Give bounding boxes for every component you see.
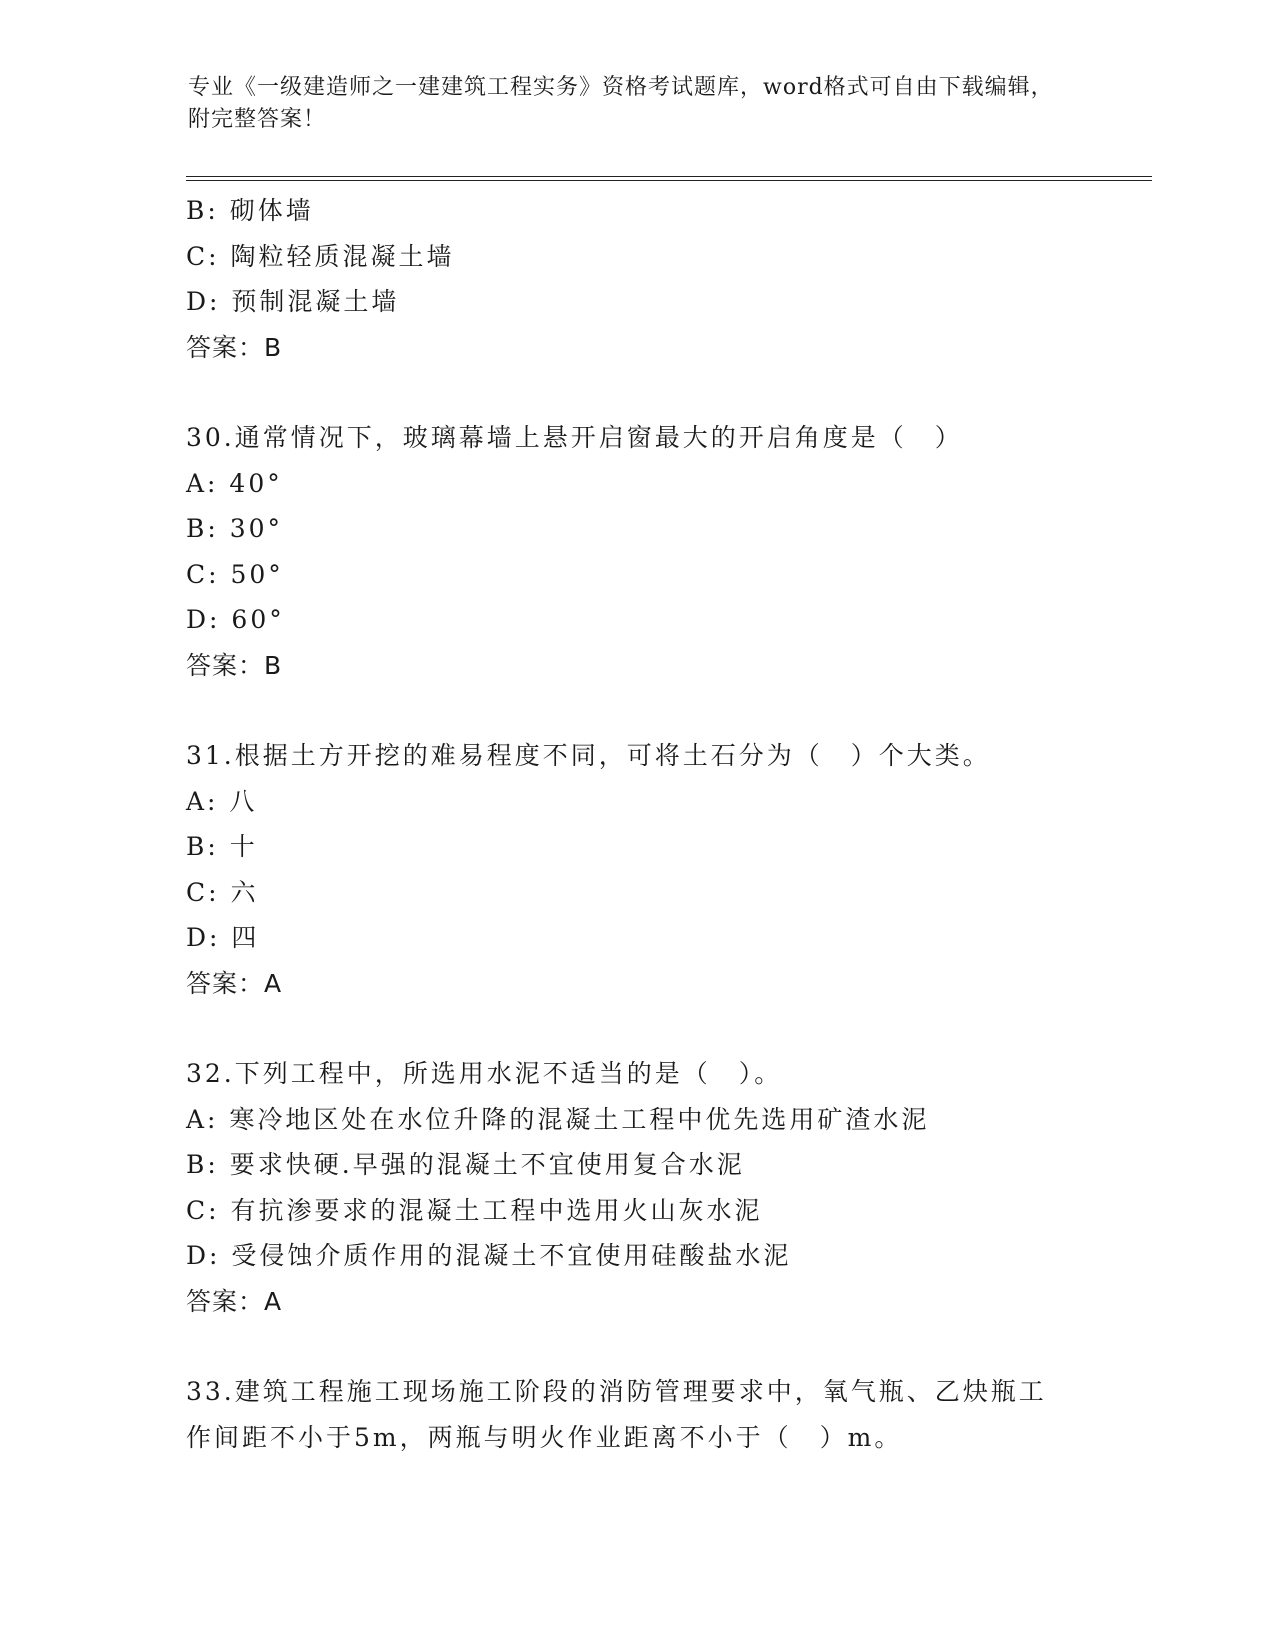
question-29 (186, 188, 1126, 370)
option-c: C: 50° (186, 559, 284, 589)
question-31 (186, 733, 1126, 1006)
question-list (186, 188, 1126, 1460)
question-stem-line-1: 33.建筑工程施工现场施工阶段的消防管理要求中，氧气瓶、乙炔瓶工 (186, 1377, 1047, 1406)
option-a: A: 寒冷地区处在水位升降的混凝土工程中优先选用矿渣水泥 (186, 1104, 930, 1134)
option-b: B: 砌体墙 (186, 196, 314, 225)
option-d: D: 受侵蚀介质作用的混凝土不宜使用硅酸盐水泥 (186, 1241, 792, 1270)
option-c: C: 有抗渗要求的混凝土工程中选用火山灰水泥 (186, 1195, 763, 1225)
question-stem-line-2: 作间距不小于5m，两瓶与明火作业距离不小于（ ）m。 (186, 1422, 903, 1452)
option-c: C: 陶粒轻质混凝土墙 (186, 241, 455, 271)
header-divider (186, 176, 1152, 181)
answer: 答案：A (186, 1286, 283, 1316)
option-d: D: 预制混凝土墙 (186, 287, 400, 316)
question-30 (186, 415, 1126, 688)
answer: 答案：A (186, 968, 283, 998)
question-stem: 30.通常情况下，玻璃幕墙上悬开启窗最大的开启角度是（ ） (186, 423, 963, 452)
option-c: C: 六 (186, 877, 259, 907)
option-a: A: 八 (186, 786, 258, 816)
option-d: D: 四 (186, 923, 260, 952)
option-a: A: 40° (186, 468, 283, 498)
question-32 (186, 1051, 1126, 1324)
option-b: B: 十 (186, 832, 258, 861)
question-33 (186, 1369, 1126, 1460)
question-stem: 31.根据土方开挖的难易程度不同，可将土石分为（ ）个大类。 (186, 741, 991, 770)
option-d: D: 60° (186, 605, 285, 634)
question-stem: 32.下列工程中，所选用水泥不适当的是（ ）。 (186, 1059, 783, 1088)
answer: 答案：B (186, 332, 283, 362)
option-b: B: 要求快硬.早强的混凝土不宜使用复合水泥 (186, 1150, 745, 1179)
answer: 答案：B (186, 650, 283, 680)
option-b: B: 30° (186, 514, 284, 543)
document-header: 专业《一级建造师之一建建筑工程实务》资格考试题库，word格式可自由下载编辑，附完整答案！ (188, 75, 1054, 132)
